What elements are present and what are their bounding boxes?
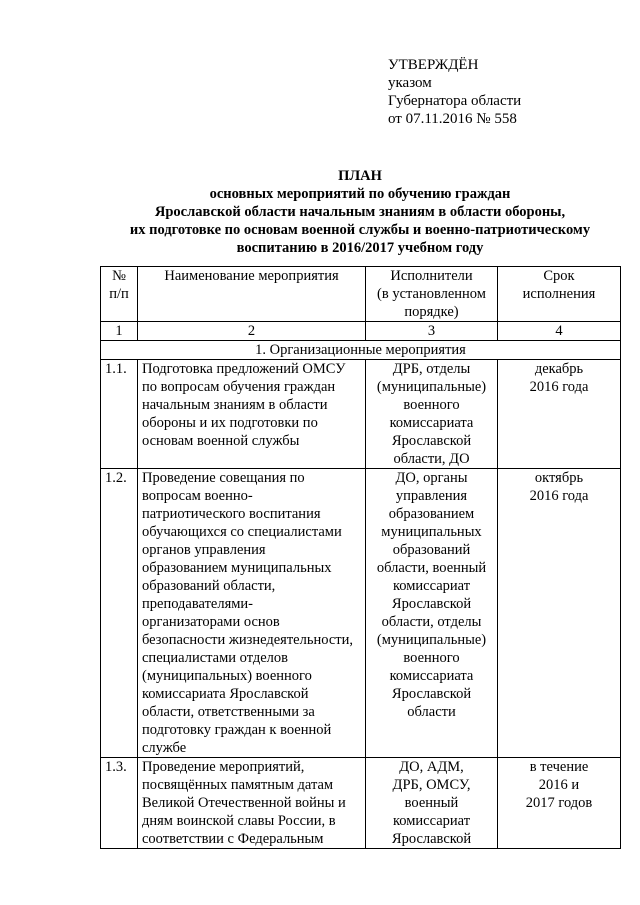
event-name-line: патриотического воспитания [142, 506, 321, 522]
event-name-line: соответствии с Федеральным [142, 831, 324, 847]
event-name-line: начальным знаниям в области [142, 397, 328, 413]
executors-line: Ярославской [391, 831, 472, 847]
executors-line: военного [403, 397, 460, 413]
event-name-line: дням воинской славы России, в [142, 813, 336, 829]
event-name-line: организаторами основ [142, 614, 280, 630]
row-number: 1.3. [101, 758, 138, 849]
deadline-line: 2016 и [538, 777, 580, 793]
section-row [101, 341, 621, 360]
deadline-line: 2016 года [529, 488, 589, 504]
header-num: № п/п [101, 267, 138, 322]
event-name-line: вопросам военно- [142, 488, 253, 504]
deadline-line: 2016 года [529, 379, 589, 395]
executors [366, 469, 498, 758]
table-row [101, 360, 621, 469]
executors-line: Ярославской [391, 596, 472, 612]
approval-line: указом [388, 75, 432, 91]
row-number: 1.1. [101, 360, 138, 469]
row-number: 1.2. [101, 469, 138, 758]
event-name-line: органов управления [142, 542, 266, 558]
executors-line: области, отделы [381, 614, 482, 630]
section-title: 1. Организационные мероприятия [101, 341, 621, 360]
executors-line: военного [403, 650, 460, 666]
executors-line: образований [392, 542, 471, 558]
executors-line: области, военный [376, 560, 487, 576]
event-name-line: Проведение мероприятий, [142, 759, 305, 775]
table-row [101, 469, 621, 758]
executors-line: ДО, органы [395, 470, 468, 486]
deadline [498, 469, 621, 758]
event-name-line: (муниципальных) военного [142, 668, 312, 684]
plan-table [100, 266, 621, 849]
executors-line: ДРБ, ОМСУ, [392, 777, 471, 793]
header-name: Наименование мероприятия [138, 267, 366, 322]
executors-line: Ярославской [391, 433, 472, 449]
deadline-line: октябрь [534, 470, 584, 486]
executors-line: комиссариат [392, 578, 471, 594]
event-name-line: обороны и их подготовки по [142, 415, 318, 431]
executors-line: (муниципальные) [376, 379, 487, 395]
header-executors: Исполнители (в установленном порядке) [366, 267, 498, 322]
approval-line: УТВЕРЖДЁН [388, 57, 479, 73]
event-name-line: преподавателями- [142, 596, 254, 612]
title-line: воспитанию в 2016/2017 учебном году [236, 240, 484, 256]
event-name-line: Великой Отечественной войны и [142, 795, 346, 811]
approval-line: от 07.11.2016 № 558 [388, 111, 517, 127]
title-line: их подготовке по основам военной службы и военно-патриотическому [129, 222, 591, 238]
column-index: 4 [498, 322, 621, 341]
executors-line: образованием [388, 506, 475, 522]
executors-line: (муниципальные) [376, 632, 487, 648]
column-index: 2 [138, 322, 366, 341]
event-name [138, 469, 366, 758]
approval-stamp [388, 56, 521, 128]
executors-line: ДО, АДМ, [399, 759, 464, 775]
column-index: 1 [101, 322, 138, 341]
event-name-line: обучающихся со специалистами [142, 524, 342, 540]
event-name-line: подготовку граждан к военной [142, 722, 332, 738]
executors [366, 360, 498, 469]
event-name [138, 758, 366, 849]
event-name-line: образованием муниципальных [142, 560, 332, 576]
deadline-line: 2017 годов [525, 795, 593, 811]
executors-line: комиссариата [389, 668, 474, 684]
deadline-line: в течение [529, 759, 589, 775]
executors [366, 758, 498, 849]
event-name-line: комиссариата Ярославской [142, 686, 309, 702]
title-line: Ярославской области начальным знаниям в области обороны, [154, 204, 566, 220]
event-name-line: службе [142, 740, 187, 756]
table-header-row [101, 267, 621, 322]
event-name-line: основам военной службы [142, 433, 300, 449]
document-title [100, 167, 620, 257]
event-name-line: посвящённых памятным датам [142, 777, 334, 793]
deadline [498, 360, 621, 469]
approval-line: Губернатора области [388, 93, 522, 109]
header-term: Срок исполнения [498, 267, 621, 322]
deadline [498, 758, 621, 849]
column-index-row [101, 322, 621, 341]
deadline-line: декабрь [534, 361, 584, 377]
table-row [101, 758, 621, 849]
event-name-line: безопасности жизнедеятельности, [142, 632, 353, 648]
event-name-line: специалистами отделов [142, 650, 289, 666]
executors-line: комиссариата [389, 415, 474, 431]
column-index: 3 [366, 322, 498, 341]
title-line: основных мероприятий по обучению граждан [209, 186, 511, 202]
executors-line: области [407, 704, 456, 720]
event-name-line: Проведение совещания по [142, 470, 305, 486]
executors-line: военный [404, 795, 459, 811]
executors-line: ДРБ, отделы [392, 361, 471, 377]
executors-line: Ярославской [391, 686, 472, 702]
event-name-line: Подготовка предложений ОМСУ [142, 361, 346, 377]
event-name-line: области, ответственными за [142, 704, 315, 720]
executors-line: области, ДО [393, 451, 470, 467]
event-name-line: образований области, [142, 578, 276, 594]
event-name [138, 360, 366, 469]
executors-line: управления [395, 488, 468, 504]
title-line: ПЛАН [338, 168, 382, 184]
event-name-line: по вопросам обучения граждан [142, 379, 336, 395]
executors-line: муниципальных [381, 524, 482, 540]
executors-line: комиссариат [392, 813, 471, 829]
